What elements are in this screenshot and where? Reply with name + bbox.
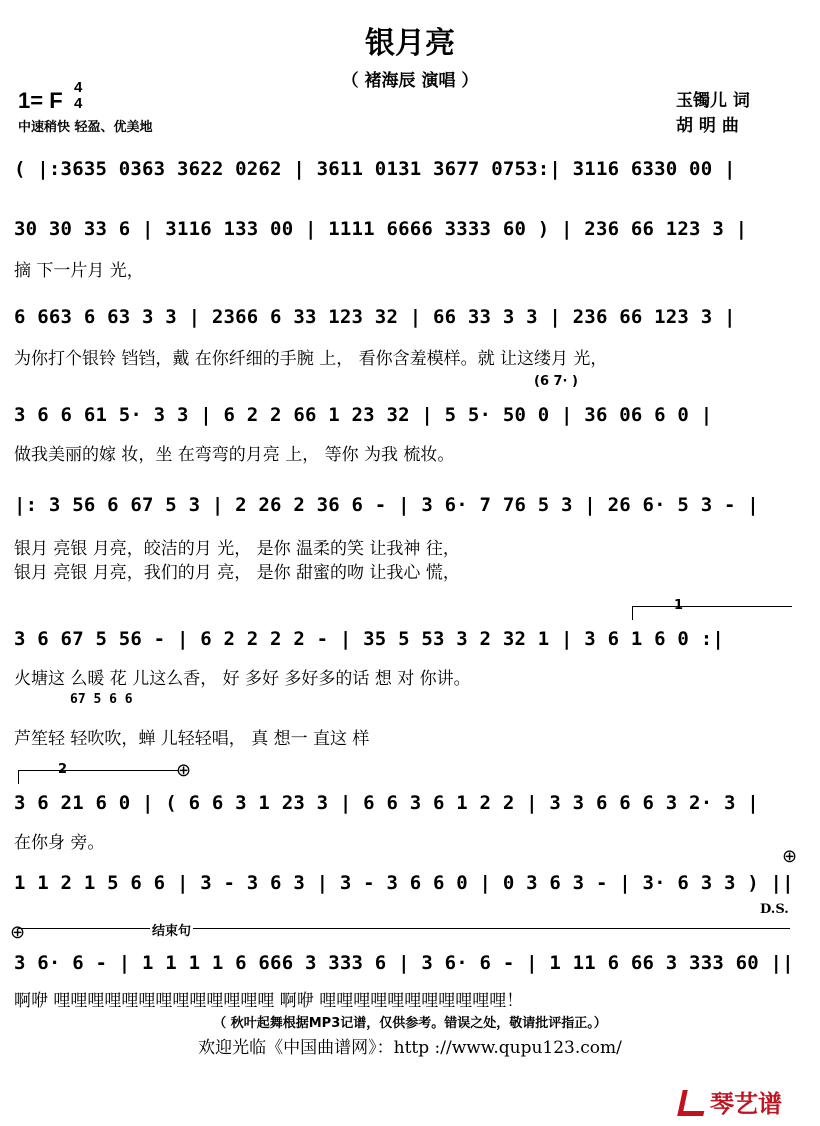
performer-credit: （ 褚海辰 演唱 ） [341, 71, 479, 91]
logo-text: 琴艺谱 [710, 1090, 782, 1118]
score-row-7: 3 6 21 6 0 | ( 6 6 3 1 23 3 | 6 6 3 6 1 2 2 | 3 3 6 6 6 3 2· 3 | [14, 792, 759, 814]
score-row-1: ( |:3635 0363 3622 0262 | 3611 0131 3677 0753:| 3116 6330 00 | [14, 158, 736, 180]
lyric-row-2: 摘 下一片月 光， [14, 261, 144, 281]
coda-sign-icon: ⊕ [176, 760, 192, 781]
volta-2-tick [18, 770, 19, 784]
logo-mark-icon [677, 1090, 709, 1116]
lyric-row-9: 啊咿 哩哩哩哩哩哩哩哩哩哩哩哩哩 啊咿 哩哩哩哩哩哩哩哩哩哩哩！ [14, 991, 524, 1011]
alt-notes: 67 5 6 6 [70, 692, 133, 707]
grace-notes: (6 7· ) [534, 374, 578, 389]
lyric-row-6b: 芦笙轻 轻吹吹，蝉 儿轻轻唱， 真 想一 直这 样 [14, 729, 370, 749]
volta-1-tick [632, 606, 633, 620]
ending-label: 结束句 [150, 920, 193, 939]
ending-line [18, 928, 790, 929]
song-title: 银月亮 [365, 26, 455, 61]
ds-marking: D.S. [760, 902, 789, 917]
key-signature: 1= F [18, 88, 63, 113]
tempo-marking: 中速稍快 轻盈、优美地 [18, 120, 153, 135]
score-row-5: |: 3 56 6 67 5 3 | 2 26 2 36 6 - | 3 6· 7 76 5 3 | 26 6· 5 3 - | [14, 494, 759, 516]
lyric-row-3: 为你打个银铃 铛铛，戴 在你纤细的手腕 上， 看你含羞模样。就 让这缕月 光， [14, 349, 608, 369]
lyric-row-4: 做我美丽的嫁 妆，坐 在弯弯的月亮 上， 等你 为我 梳妆。 [14, 445, 455, 465]
volta-1-line [632, 606, 792, 607]
time-signature [74, 80, 82, 112]
volta-1-label: 1 [674, 598, 684, 613]
lyricist-credit: 玉镯儿 词 [676, 91, 750, 111]
lyric-row-7: 在你身 旁。 [14, 833, 105, 853]
score-row-4: 3 6 6 61 5· 3 3 | 6 2 2 66 1 23 32 | 5 5· 50 0 | 36 06 6 0 | [14, 404, 713, 426]
time-signature-bottom: 4 [74, 95, 83, 112]
website-welcome[interactable]: 欢迎光临《中国曲谱网》：http ://www.qupu123.com/ [198, 1038, 622, 1058]
coda-sign-icon-2: ⊕ [782, 846, 798, 867]
score-row-8: 1 1 2 1 5 6 6 | 3 - 3 6 3 | 3 - 3 6 6 0 | 0 3 6 3 - | 3· 6 3 3 ) || [14, 872, 794, 894]
composer-credit: 胡 明 曲 [676, 116, 739, 136]
time-signature-top: 4 [74, 79, 83, 96]
score-row-2: 30 30 33 6 | 3116 133 00 | 1111 6666 3333 60 ) | 236 66 123 3 | [14, 218, 748, 240]
transcription-note: （ 秋叶起舞根据MP3记谱，仅供参考。错误之处，敬请批评指正。） [213, 1016, 607, 1031]
lyric-row-6a: 火塘这 么暖 花 儿这么香， 好 多好 多好多的话 想 对 你讲。 [14, 669, 471, 689]
lyric-row-5a: 银月 亮银 月亮，皎洁的月 光， 是你 温柔的笑 让我神 往， [14, 539, 460, 559]
lyric-row-5b: 银月 亮银 月亮，我们的月 亮， 是你 甜蜜的吻 让我心 慌， [14, 563, 460, 583]
volta-2-line [18, 770, 178, 771]
coda-sign-icon-3: ⊕ [10, 922, 26, 943]
score-row-9: 3 6· 6 - | 1 1 1 1 6 666 3 333 6 | 3 6· 6 - | 1 11 6 66 3 333 60 || [14, 952, 794, 974]
volta-2-label: 2 [58, 762, 68, 777]
score-row-3: 6 663 6 63 3 3 | 2366 6 33 123 32 | 66 33 3 3 | 236 66 123 3 | [14, 306, 736, 328]
score-row-6: 3 6 67 5 56 - | 6 2 2 2 2 - | 35 5 53 3 2 32 1 | 3 6 1 6 0 :| [14, 628, 724, 650]
site-logo [680, 1084, 782, 1119]
